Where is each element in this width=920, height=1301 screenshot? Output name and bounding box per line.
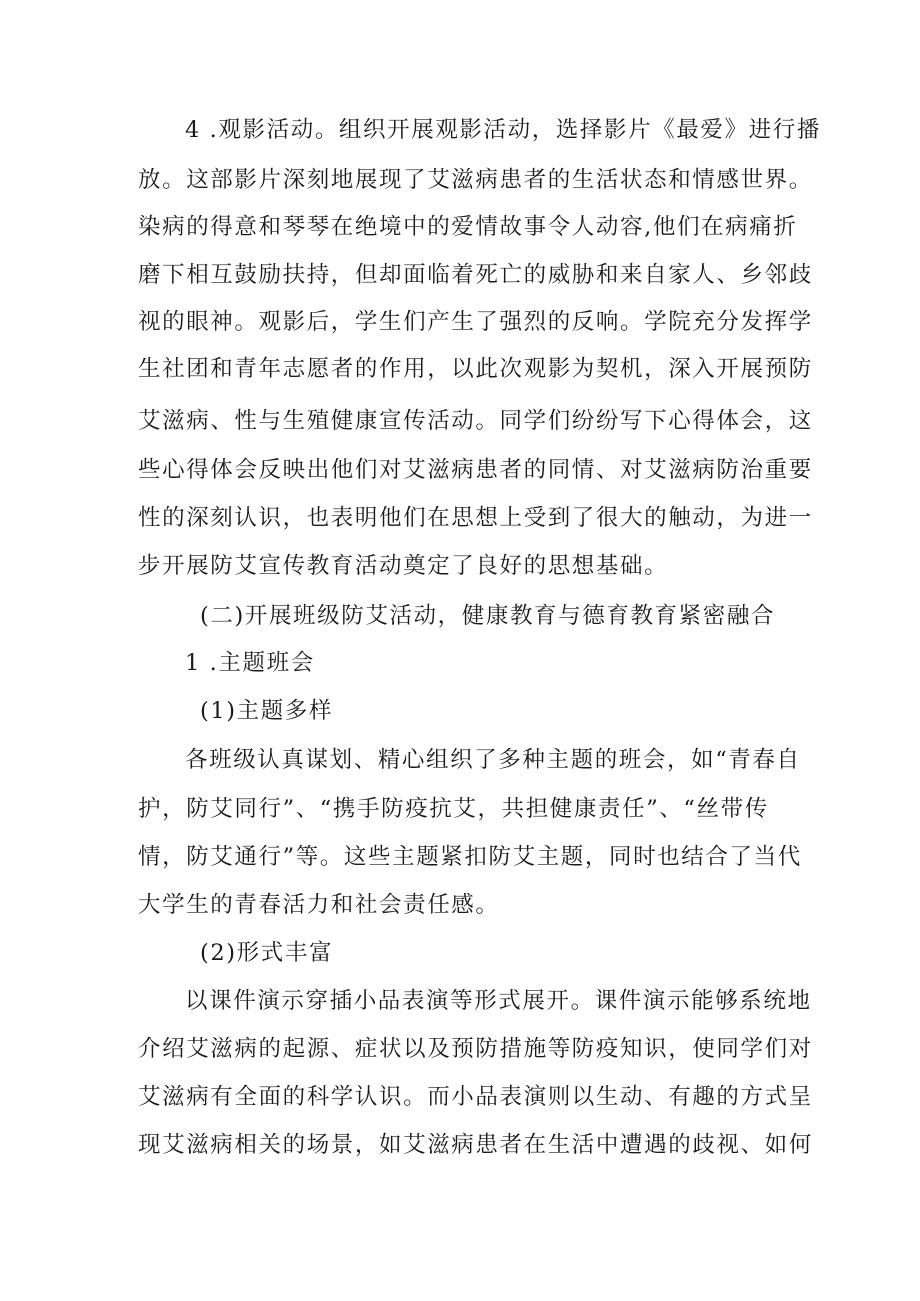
paragraph-line: 现艾滋病相关的场景，如艾滋病患者在生活中遭遇的歧视、如何 [138, 1132, 813, 1158]
paragraph-line: 染病的得意和琴琴在绝境中的爱情故事令人动容,他们在病痛折 [138, 214, 798, 240]
paragraph-line: 大学生的青春活力和社会责任感。 [138, 892, 500, 918]
paragraph-line: 视的眼神。观影后，学生们产生了强烈的反响。学院充分发挥学 [138, 309, 813, 335]
subsection-heading: 1 .主题班会 [185, 650, 315, 676]
paragraph-line: 磨下相互鼓励扶持，但却面临着死亡的威胁和来自家人、乡邻歧 [138, 262, 813, 288]
paragraph-line: 各班级认真谋划、精心组织了多种主题的班会，如“青春自 [185, 747, 801, 773]
paragraph-line: 以课件演示穿插小品表演等形式展开。课件演示能够系统地 [185, 988, 812, 1014]
paragraph-line: 4 .观影活动。组织开展观影活动，选择影片《最爱》进行播 [185, 117, 821, 143]
paragraph-line: 生社团和青年志愿者的作用，以此次观影为契机，深入开展预防 [138, 356, 813, 382]
paragraph-line: 些心得体会反映出他们对艾滋病患者的同情、对艾滋病防治重要 [138, 457, 813, 483]
paragraph-line: 放。这部影片深刻地展现了艾滋病患者的生活状态和情感世界。 [138, 167, 813, 193]
paragraph-line: 护，防艾同行”、“携手防疫抗艾，共担健康责任”、“丝带传 [138, 796, 769, 822]
paragraph-line: 艾滋病、性与生殖健康宣传活动。同学们纷纷写下心得体会，这 [138, 408, 813, 434]
paragraph-line: 步开展防艾宣传教育活动奠定了良好的思想基础。 [138, 553, 669, 579]
item-heading: (2)形式丰富 [200, 940, 334, 966]
item-heading: (1)主题多样 [200, 698, 334, 724]
paragraph-line: 介绍艾滋病的起源、症状以及预防措施等防疫知识，使同学们对 [138, 1036, 813, 1062]
paragraph-line: 性的深刻认识，也表明他们在思想上受到了很大的触动，为进一 [138, 505, 813, 531]
paragraph-line: 情，防艾通行”等。这些主题紧扣防艾主题，同时也结合了当代 [138, 844, 802, 870]
section-heading: (二)开展班级防艾活动，健康教育与德育教育紧密融合 [200, 603, 776, 629]
paragraph-line: 艾滋病有全面的科学认识。而小品表演则以生动、有趣的方式呈 [138, 1084, 813, 1110]
